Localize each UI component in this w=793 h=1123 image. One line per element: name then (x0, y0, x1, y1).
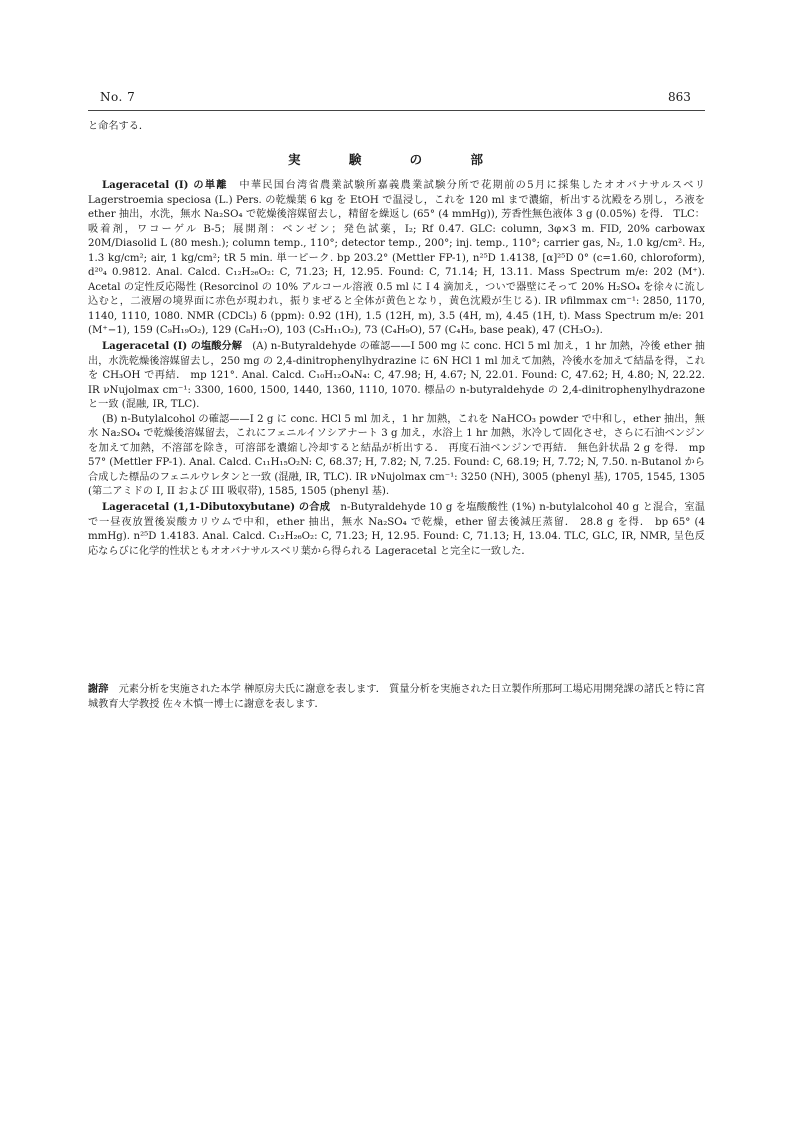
paragraph-heading: Lageracetal (I) の単離 (102, 179, 228, 191)
section-title: 実 験 の 部 (287, 152, 506, 167)
paragraph-heading: Lageracetal (1,1-Dibutoxybutane) の合成 (102, 501, 331, 514)
paragraph-text: 中華民国台湾省農業試験所嘉義農業試験分所で花期前の5月に採集したオオバナサルスベリ Lagerstroemia speciosa (L.) Pers. の乾燥葉 6 kg を EtOH で温浸し，これを 120 ml まで濃縮，析出する沈殿をろ別し，ろ液を ether 抽出，水洗，無水 Na₂SO₄ で乾燥後溶媒留去し，精留を繰返し (65° (4 mmHg)), 芳香性無色液体 3 g (0.05%) を得． TLC：吸着剤，ワコーゲル B-5；展開剤：ベンゼン；発色試薬，I₂; Rf 0.47. GLC: column, 3φ×3 m. FID, 20% carbowax 20M/Diasolid L (80 mesh.); column temp., 110°; detector temp., 200°; inj. temp., 110°; carrier gas, N₂, 1.0 kg/cm². H₂, 1.3 kg/cm²; air, 1 kg/cm²; tR 5 min. 単一ピーク. bp 203.2° (Mettler FP-1), n²⁵D 1.4138, [α]²⁵D 0° (c=1.60, chloroform), d²⁰₄ 0.9812. Anal. Calcd. C₁₂H₂₆O₂: C, 71.23; H, 12.95. Found: C, 71.14; H, 13.11. Mass Spectrum m/e: 202 (M⁺). Acetal の定性反応陽性 (Resorcinol の 10% アルコール溶液 0.5 ml に I 4 滴加え，ついで器壁にそって 20% H₂SO₄ を徐々に流し込むと，二液層の境界面に赤色が現われ，振りまぜると全体が黄色となり，黄色沈殿が生じる). IR νfilmmax cm⁻¹: 2850, 1170, 1140, 1110, 1080. NMR (CDCl₃) δ (ppm): 0.92 (1H), 1.5 (12H, m), 3.5 (4H, m), 4.45 (1H, t). Mass Spectrum m/e: 201 (M⁺−1), 159 (C₉H₁₉O₂), 129 (C₈H₁₇O), 103 (C₅H₁₁O₂), 73 (C₄H₉O), 57 (C₄H₉, base peak), 47 (CH₃O₂). (88, 180, 706, 337)
intro-line: と命名する． (88, 121, 150, 132)
paragraph-text: (A) n-Butyraldehyde の確認——I 500 mg に conc. HCl 5 ml 加え，1 hr 加熱，冷後 ether 抽出，水洗乾燥後溶媒留去し，250 mg の 2,4-dinitrophenylhydrazine に 6N HCl 1 ml 加えて加熱，冷後水を加えて結晶を得，これを CH₃OH で再結． mp 121°. Anal. Calcd. C₁₀H₁₂O₄N₄: C, 47.98; H, 4.67; N, 22.01. Found: C, 47.62; H, 4.80; N, 22.22. IR νNujolmax cm⁻¹: 3300, 1600, 1500, 1440, 1360, 1110, 1070. 標品の n-butyraldehyde の 2,4-dinitrophenylhydrazone と一致 (混融, IR, TLC). (88, 341, 705, 411)
paragraph-isolation (88, 178, 705, 339)
paragraph-synthesis (88, 500, 705, 559)
paragraph-text: n-Butyraldehyde 10 g を塩酸酸性 (1%) n-butylalcohol 40 g と混合，室温で一昼夜放置後炭酸カリウムで中和，ether 抽出，無水 Na₂SO₄ で乾燥，ether 留去後減圧蒸留． 28.8 g を得． bp 65° (4 mmHg). n²⁵D 1.4183. Anal. Calcd. C₁₂H₂₆O₂: C, 71.23; H, 12.95. Found: C, 71.13; H, 13.04. TLC, GLC, IR, NMR, 呈色反応ならびに化学的性状ともオオバナサルスベリ葉から得られる Lageracetal と完全に一致した． (88, 502, 705, 557)
acknowledgement (88, 682, 705, 712)
paragraph-hcl-decomposition (88, 339, 705, 413)
paragraph-text: (B) n-Butylalcohol の確認——I 2 g に conc. HCl 5 ml 加え，1 hr 加熱，これを NaHCO₃ powder で中和し，ether 抽出，無水 Na₂SO₄ で乾燥後溶媒留去，これにフェニルイソシアナート 3 g 加え，水浴上 1 hr 加熱，氷冷して固化させ，さらに石油ベンジンを加えて加熱，不溶部を除き，可溶部を濃縮し冷却すると結晶が析出する． 再度石油ベンジンで再結． 無色針状晶 2 g を得． mp 57° (Mettler FP-1). Anal. Calcd. C₁₁H₁₅O₂N: C, 68.37; H, 7.82; N, 7.25. Found: C, 68.19; H, 7.72; N, 7.50. n-Butanol から合成した標品のフェニルウレタンと一致 (混融, IR, TLC). IR νNujolmax cm⁻¹: 3250 (NH), 3005 (phenyl 基), 1705, 1545, 1305 (第二アミドの I, II および III 吸収帯), 1585, 1505 (phenyl 基). (88, 413, 705, 498)
experimental-section (88, 178, 705, 559)
page-number: 863 (668, 90, 691, 104)
paragraph-heading: Lageracetal (I) の塩酸分解 (102, 340, 243, 353)
acknowledgement-heading: 謝辞 (88, 683, 109, 695)
header-rule (88, 110, 705, 111)
journal-issue-number: No. 7 (100, 90, 136, 104)
acknowledgement-text: 元素分析を実施された本学 榊原房夫氏に謝意を表します． 質量分析を実施された日立製作所那珂工場応用開発課の諸氏と特に宮城教育大学教授 佐々木慎一博士に謝意を表します． (88, 684, 706, 710)
paragraph-butylalcohol (88, 413, 705, 500)
